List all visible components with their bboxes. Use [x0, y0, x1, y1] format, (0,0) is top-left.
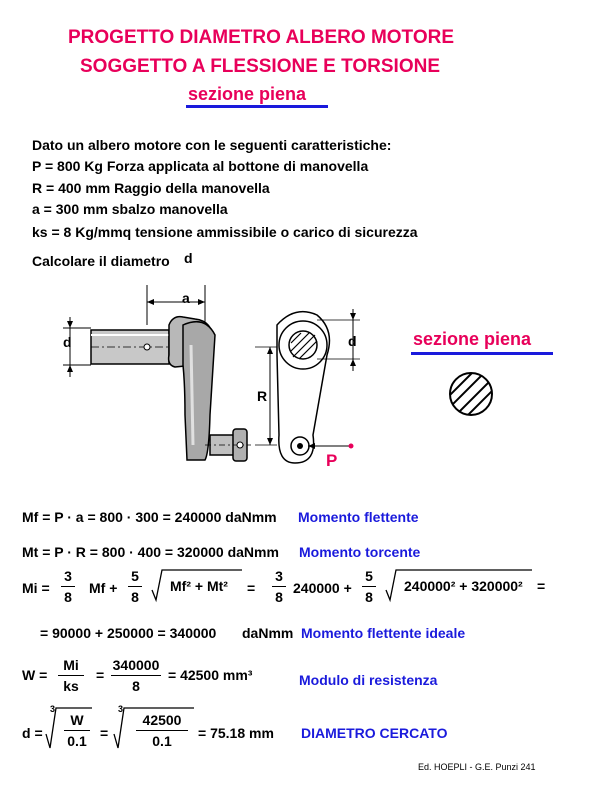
mi-lhs: Mi =: [22, 580, 50, 596]
task-variable: d: [184, 250, 193, 266]
page-subtitle: sezione piena: [188, 84, 307, 104]
w-lhs: W =: [22, 667, 48, 683]
d-lhs: d =: [22, 725, 43, 741]
label-r: R: [257, 388, 268, 404]
data-line-p: P = 800 Kg Forza applicata al bottone di manovella: [32, 158, 369, 174]
mt-equation: Mt = P · R = 800 · 400 = 320000 daNmm: [22, 544, 279, 560]
mi-mf-term: Mf +: [89, 580, 118, 596]
mi-fraction-5-8-b: 5 8: [362, 568, 376, 605]
w-name: Modulo di resistenza: [299, 672, 438, 688]
footer-credit: Ed. HOEPLI - G.E. Punzi 241: [418, 762, 536, 772]
task-label: Calcolare il diametro: [32, 253, 170, 269]
mi-unit: daNmm: [242, 625, 294, 641]
label-d-left: d: [63, 334, 72, 350]
mi-fraction-3-8-b: 3 8: [272, 568, 286, 605]
mi-240000-term: 240000 +: [293, 580, 352, 596]
label-p: P: [326, 451, 338, 470]
w-fraction-mi-ks: Mi ks: [58, 657, 84, 694]
mi-eq-sign: =: [247, 580, 256, 596]
solid-section-icon: [448, 371, 494, 417]
d-eq-sign: =: [100, 725, 109, 741]
page-title-line2: SOGGETTO A FLESSIONE E TORSIONE: [80, 56, 440, 77]
label-a: a: [182, 290, 190, 306]
data-line-r: R = 400 mm Raggio della manovella: [32, 180, 270, 196]
d-fraction-values: 42500 0.1: [136, 712, 188, 749]
data-line-a: a = 300 mm sbalzo manovella: [32, 201, 228, 217]
page-title-line1: PROGETTO DIAMETRO ALBERO MOTORE: [68, 27, 454, 48]
w-fraction-values: 340000 8: [112, 657, 160, 694]
subtitle-underline: [186, 105, 328, 108]
label-d-right: d: [348, 333, 357, 349]
mf-name: Momento flettente: [298, 509, 419, 525]
mi-fraction-3-8: 3 8: [61, 568, 75, 605]
mi-eq-end: =: [537, 578, 546, 594]
mi-fraction-5-8: 5 8: [128, 568, 142, 605]
w-eq-sign: =: [96, 667, 105, 683]
d-fraction-w: W 0.1: [64, 712, 90, 749]
root1-content: Mf² + Mt²: [170, 578, 228, 594]
data-line-ks: ks = 8 Kg/mmq tensione ammissibile o carico di sicurezza: [32, 224, 418, 240]
mi-name: Momento flettente ideale: [301, 625, 466, 641]
w-result: = 42500 mm³: [168, 667, 253, 683]
root2-content: 240000² + 320000²: [404, 578, 523, 594]
root-index-1: 3: [50, 704, 56, 714]
section-underline: [411, 352, 553, 355]
intro-text: Dato un albero motore con le seguenti caratteristiche:: [32, 137, 392, 153]
root-index-2: 3: [118, 704, 124, 714]
d-result: = 75.18 mm: [198, 725, 274, 741]
mi-result: = 90000 + 250000 = 340000: [40, 625, 217, 641]
d-name: DIAMETRO CERCATO: [301, 725, 448, 741]
section-title: sezione piena: [413, 329, 532, 349]
mf-equation: Mf = P · a = 800 · 300 = 240000 daNmm: [22, 509, 277, 525]
mt-name: Momento torcente: [299, 544, 421, 560]
